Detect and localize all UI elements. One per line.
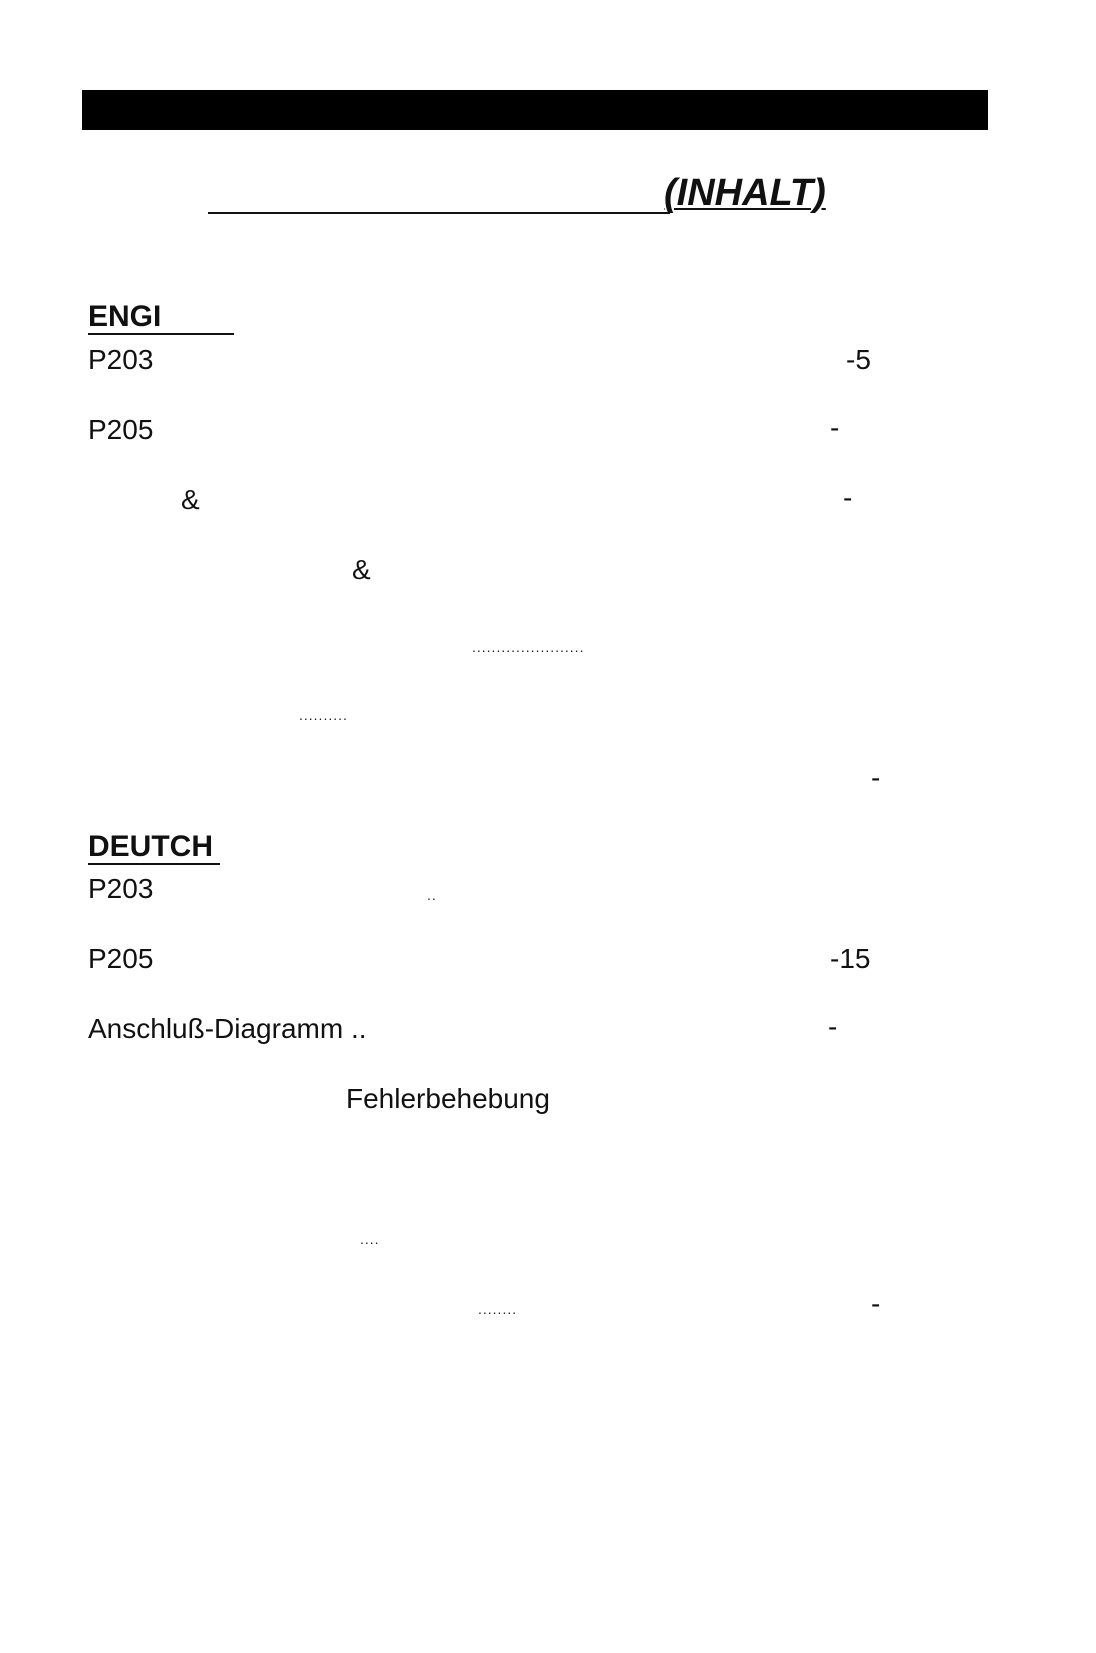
toc-entry-label: P203 xyxy=(88,873,154,904)
page-title: (INHALT) xyxy=(664,172,826,214)
toc-entry-label: P205 xyxy=(88,943,154,974)
toc-entry-page: -5 xyxy=(846,344,871,375)
section-heading-deutsch: DEUTCH xyxy=(88,830,213,863)
title-underline xyxy=(208,212,670,214)
toc-entry-label: P205 xyxy=(88,414,154,445)
toc-entry-page: - xyxy=(871,762,881,793)
header-bar xyxy=(82,90,988,130)
section-underline-deutsch xyxy=(88,863,220,865)
toc-entry-page: - xyxy=(871,1288,881,1319)
toc-leader-dots: ....................... xyxy=(472,639,585,655)
toc-leader-dots: ........ xyxy=(478,1301,518,1317)
toc-entry-label: Fehlerbehebung xyxy=(346,1083,550,1114)
toc-entry-page: - xyxy=(828,1011,838,1042)
toc-leader-dots: .......... xyxy=(299,707,348,723)
toc-entry-label: & xyxy=(352,554,371,585)
toc-leader-dots: .... xyxy=(360,1231,380,1247)
toc-entry-label: Anschluß-Diagramm .. xyxy=(88,1013,367,1044)
section-underline-english xyxy=(88,333,234,335)
toc-entry-label: & xyxy=(181,484,200,515)
toc-leader-dots: .. xyxy=(427,887,437,903)
toc-entry-page: -15 xyxy=(830,943,871,974)
toc-entry-label: P203 xyxy=(88,344,154,375)
toc-entry-page: - xyxy=(843,482,853,513)
toc-entry-page: - xyxy=(830,412,840,443)
section-heading-english: ENGI xyxy=(88,300,162,333)
